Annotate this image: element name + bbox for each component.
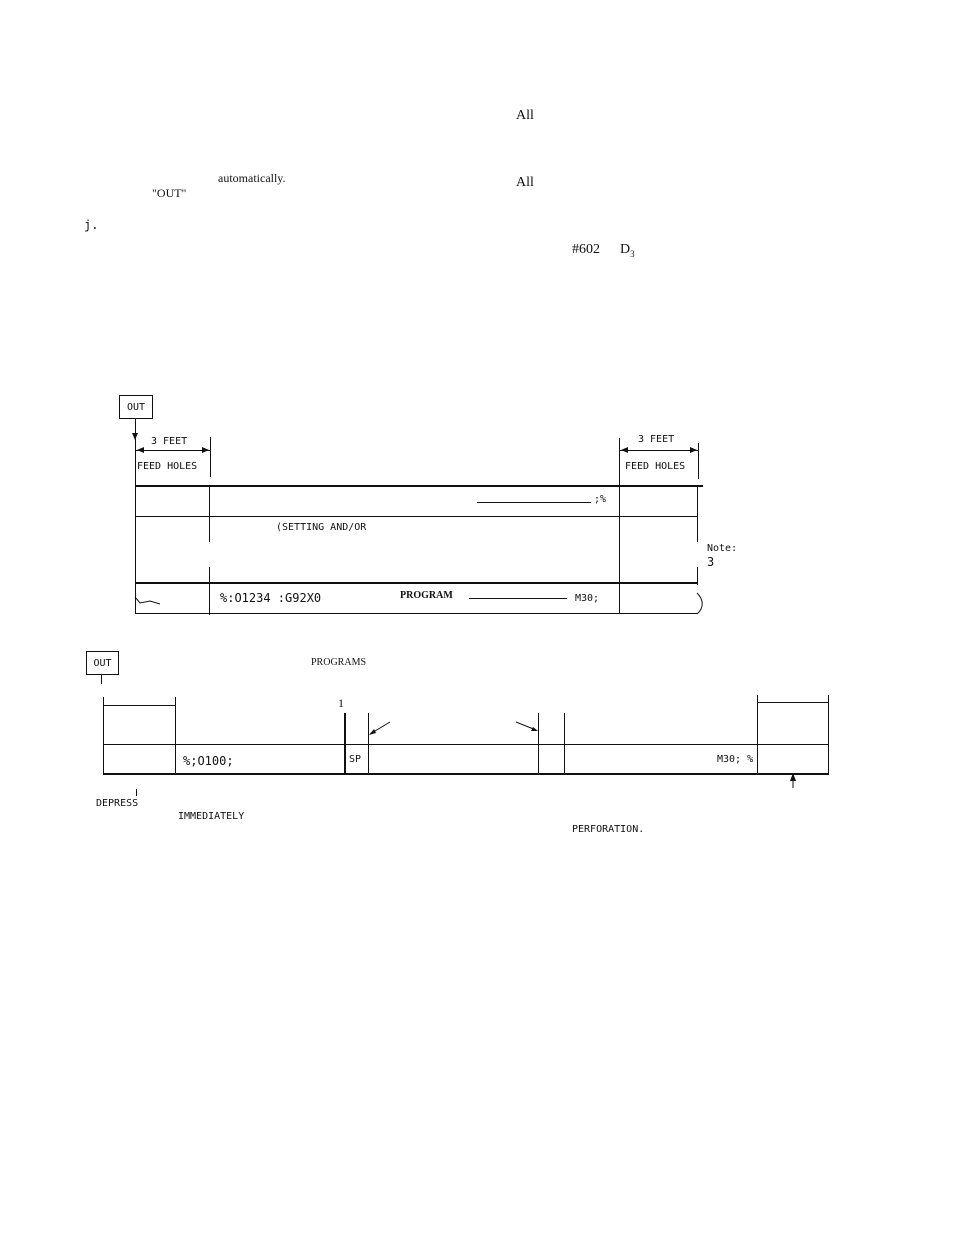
immediately-label: IMMEDIATELY xyxy=(178,811,245,822)
row3-end-code: M30; xyxy=(575,593,600,604)
note-value: 3 xyxy=(707,555,715,569)
text-out-quoted: "OUT" xyxy=(152,186,187,200)
right-length-label: 3 FEET xyxy=(638,434,675,445)
end-arrow-head xyxy=(790,773,796,781)
left-feed-label: FEED HOLES xyxy=(137,461,198,472)
left-dim-arrow-right xyxy=(202,447,209,453)
perforation-label: PERFORATION. xyxy=(572,824,645,835)
cell-start-code: %;O100; xyxy=(183,754,234,768)
right-dim-arrow-right xyxy=(690,447,697,453)
text-d-letter: $D_3$ xyxy=(620,242,635,259)
right-dim-arrow-left xyxy=(621,447,628,453)
row3-program-label: PROGRAM xyxy=(400,590,453,601)
out-key-1[interactable]: OUT xyxy=(119,395,153,419)
text-automatically: automatically. xyxy=(218,171,286,185)
text-all-1: All xyxy=(516,108,534,123)
out-arrow-1 xyxy=(132,433,138,440)
programs-label: PROGRAMS xyxy=(311,657,367,668)
right-feed-label: FEED HOLES xyxy=(625,461,686,472)
text-param: #602 xyxy=(572,242,600,257)
out-key-2[interactable]: OUT xyxy=(86,651,119,675)
row1-end-code: ;% xyxy=(594,494,607,505)
marker-1: 1 xyxy=(338,696,344,710)
text-j-label: j. xyxy=(84,218,99,232)
depress-label: DEPRESS xyxy=(96,798,139,809)
torn-edge-left xyxy=(135,597,160,604)
tape-curl-right xyxy=(697,593,702,614)
pointer-left-head xyxy=(369,729,376,735)
cell-end-code: M30; % xyxy=(717,754,754,765)
row3-start-code: %:O1234 :G92X0 xyxy=(220,591,322,605)
text-all-2: All xyxy=(516,175,534,190)
cell-sp-code: SP xyxy=(349,754,362,765)
note-label: Note: xyxy=(707,543,738,554)
row2-setting-text: (SETTING AND/OR xyxy=(276,522,367,533)
pointer-right-head xyxy=(531,727,538,731)
left-dim-arrow-left xyxy=(137,447,144,453)
left-length-label: 3 FEET xyxy=(151,436,188,447)
